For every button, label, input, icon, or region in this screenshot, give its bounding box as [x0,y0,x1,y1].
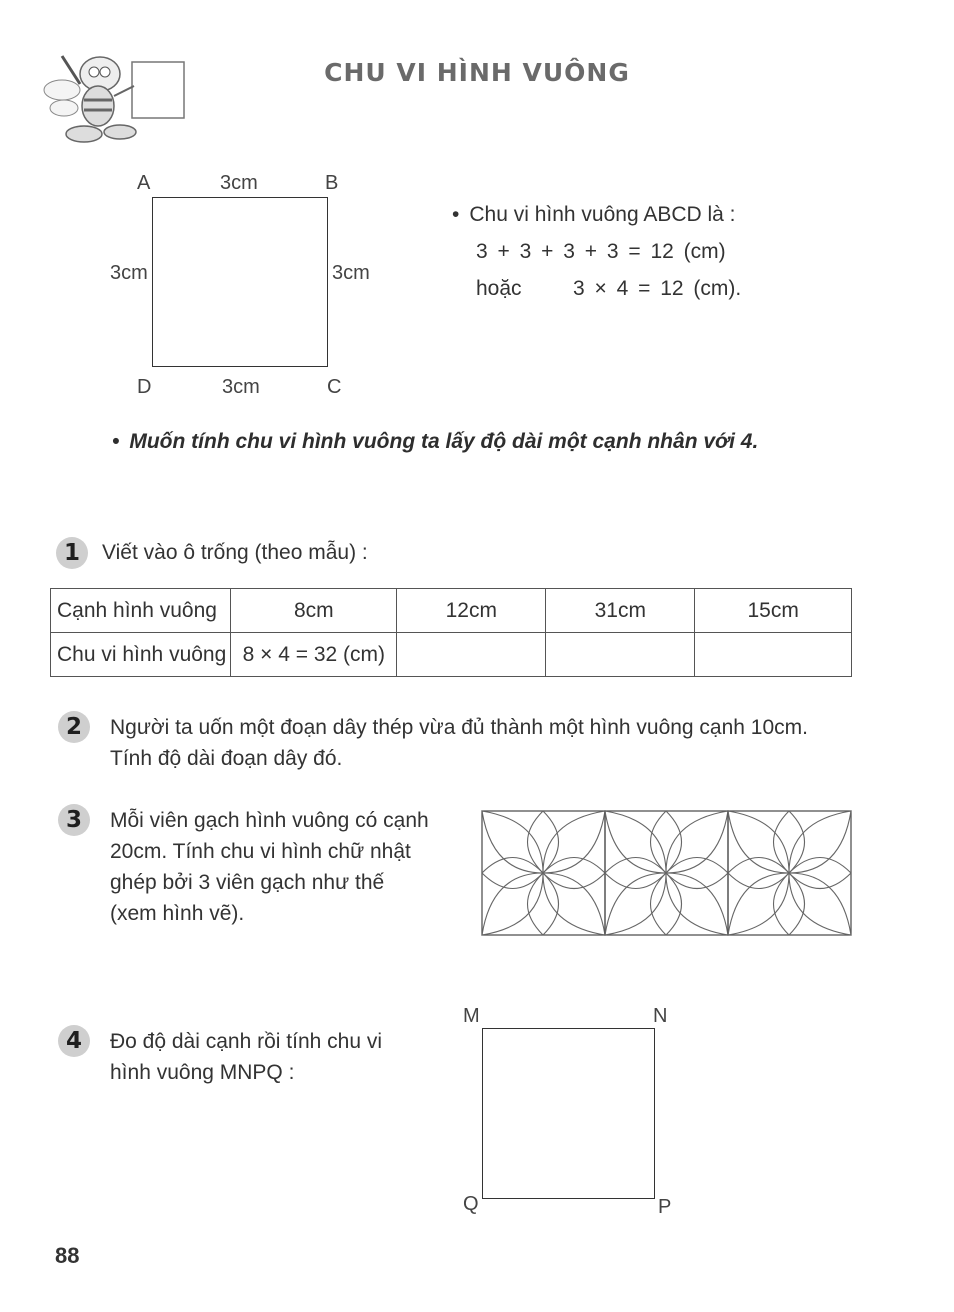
side-top-label: 3cm [220,172,258,194]
example-line-3-expr: 3 × 4 = 12 (cm). [573,277,742,300]
side-right-label: 3cm [332,262,370,284]
square-mnpq [482,1028,655,1199]
exercise-4-badge: 4 [58,1025,90,1057]
side-left-label: 3cm [110,262,148,284]
example-line-3-word: hoặc [476,277,522,300]
example-line-1: • Chu vi hình vuông ABCD là : [452,199,736,230]
square-abcd [152,197,328,367]
vertex-d-label: D [137,376,152,398]
perimeter-answer-cell[interactable] [397,633,546,677]
exercise-2-badge: 2 [58,711,90,743]
side-bottom-label: 3cm [222,376,260,398]
exercise-2-line-1: Người ta uốn một đoạn dây thép vừa đủ thành một hình vuông cạnh 10cm. [110,716,808,739]
exercise-4-line-2: hình vuông MNPQ : [110,1061,295,1084]
exercise-3-line-3: ghép bởi 3 viên gạch như thế [110,871,385,894]
exercise-1-prompt: Viết vào ô trống (theo mẫu) : [102,541,368,564]
page-number: 88 [55,1243,80,1268]
exercise-1-badge: 1 [56,537,88,569]
tile-pattern-figure [480,809,854,937]
example-line-2: 3 + 3 + 3 + 3 = 12 (cm) [476,240,726,263]
table-row [51,589,852,633]
side-cell: 8cm [231,589,397,633]
perimeter-cell: 8 × 4 = 32 (cm) [231,633,397,677]
exercise-3-line-4: (xem hình vẽ). [110,902,245,925]
side-cell: 31cm [546,589,695,633]
side-cell: 12cm [397,589,546,633]
exercise-4-line-1: Đo độ dài cạnh rồi tính chu vi [110,1030,382,1053]
exercise-3-line-2: 20cm. Tính chu vi hình chữ nhật [110,840,411,863]
vertex-c-label: C [327,376,342,398]
vertex-b-label: B [325,172,339,194]
side-cell: 15cm [695,589,852,633]
page-title: CHU VI HÌNH VUÔNG [324,58,630,87]
exercise-2-line-2: Tính độ dài đoạn dây đó. [110,747,343,770]
perimeter-rule: • Muốn tính chu vi hình vuông ta lấy độ dài một cạnh nhân với 4. [112,430,758,454]
perimeter-answer-cell[interactable] [546,633,695,677]
vertex-p-label: P [658,1196,672,1218]
table-row [51,633,852,677]
vertex-a-label: A [137,172,151,194]
perimeter-answer-cell[interactable] [695,633,852,677]
vertex-m-label: M [463,1005,480,1027]
row-header-perimeter: Chu vi hình vuông [51,633,231,677]
row-header-side: Cạnh hình vuông [51,589,231,633]
vertex-n-label: N [653,1005,668,1027]
exercise-3-badge: 3 [58,804,90,836]
exercise-3-line-1: Mỗi viên gạch hình vuông có cạnh [110,809,429,832]
vertex-q-label: Q [463,1193,479,1215]
exercise-1-table [50,588,852,677]
